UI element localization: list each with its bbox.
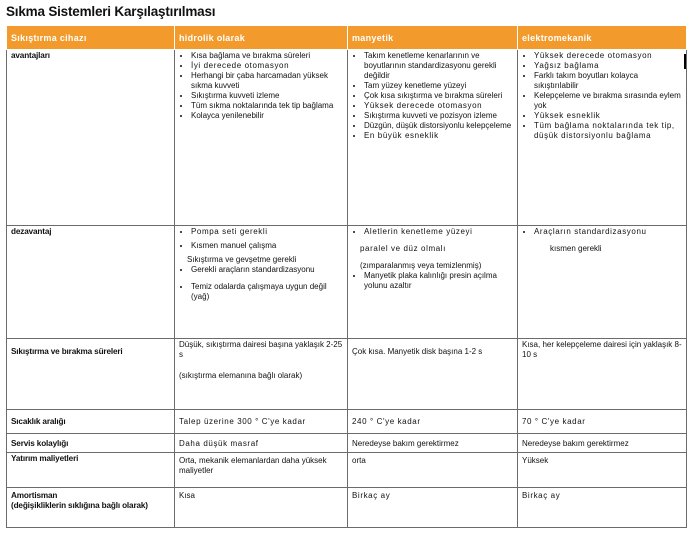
table-row-investment xyxy=(7,453,687,488)
cell-times-hydraulic xyxy=(175,339,348,410)
cell-advantages-hydraulic xyxy=(175,50,348,226)
row-label-times: Sıkıştırma ve bırakma süreleri xyxy=(7,339,175,410)
text-line: Düşük, sıkıştırma dairesi başına yaklaşık 2-25 s xyxy=(179,340,343,359)
list-item: • Temiz odalarda çalışmaya uygun değil (yağ) xyxy=(191,282,345,302)
cell-advantages-electromechanical xyxy=(518,50,687,226)
list-item: • Tüm sıkma noktalarında tek tip bağlama xyxy=(191,101,345,111)
row-label-advantages: avantajları xyxy=(7,50,175,226)
list-item: • Yüksek derecede otomasyon xyxy=(364,101,515,111)
cell-temperature-electromechanical: 70 ° C'ye kadar xyxy=(518,410,687,434)
table-row-advantages xyxy=(7,50,687,226)
cell-service-electromechanical: Neredeyse bakım gerektirmez xyxy=(518,434,687,453)
table-header-row xyxy=(7,26,687,50)
cell-times-electromechanical: Kısa, her kelepçeleme dairesi için yaklaşık 8-10 s xyxy=(518,339,687,410)
list-item: • Manyetik plaka kalınlığı presin açılma yolunu azaltır xyxy=(364,271,515,291)
cell-amortization-magnetic: Birkaç ay xyxy=(348,488,518,528)
list-item: • Düzgün, düşük distorsiyonlu kelepçeleme xyxy=(364,121,515,131)
text-line: Sıkıştırma ve gevşetme gerekli xyxy=(187,255,297,264)
header-electromechanical: elektromekanik xyxy=(518,26,687,50)
table-row-times xyxy=(7,339,687,410)
list-item: • Sıkıştırma kuvveti izleme xyxy=(191,91,345,101)
cell-investment-magnetic: orta xyxy=(348,453,518,488)
cell-investment-hydraulic: Orta, mekanik elemanlardan daha yüksek maliyetler xyxy=(175,453,348,488)
text-line: (zımparalanmış veya temizlenmiş) xyxy=(360,261,482,270)
cell-disadvantages-hydraulic xyxy=(175,226,348,339)
list-item: • Pompa seti gerekli xyxy=(191,227,345,237)
list-item: • Gerekli araçların standardizasyonu xyxy=(191,265,345,275)
list-item: • İyi derecede otomasyon xyxy=(191,61,345,71)
table-row-service xyxy=(7,434,687,453)
list-item: • Çok kısa sıkıştırma ve bırakma süreleri xyxy=(364,91,515,101)
table-row-temperature xyxy=(7,410,687,434)
list-item: • Araçların standardizasyonu xyxy=(534,227,684,237)
list-item: • Kolayca yenilenebilir xyxy=(191,111,345,121)
list-item: • En büyük esneklik xyxy=(364,131,515,141)
comparison-table xyxy=(6,25,687,528)
text-line: paralel ve düz olmalı xyxy=(360,244,446,253)
list-item: • Herhangi bir çaba harcamadan yüksek sıkma kuvveti xyxy=(191,71,345,91)
list-item: • Tüm bağlama noktalarında tek tip, düşük distorsiyonlu bağlama xyxy=(534,121,684,141)
cell-temperature-hydraulic: Talep üzerine 300 ° C'ye kadar xyxy=(175,410,348,434)
cell-investment-electromechanical: Yüksek xyxy=(518,453,687,488)
list-item: • Farklı takım boyutları kolayca sıkıştırılabilir xyxy=(534,71,684,91)
list-item: • Kısmen manuel çalışma xyxy=(191,241,345,251)
text-line: kısmen gerekli xyxy=(550,244,602,253)
list-item: • Sıkıştırma kuvveti ve pozisyon izleme xyxy=(364,111,515,121)
table-row-disadvantages xyxy=(7,226,687,339)
list-item: • Takım kenetleme kenarlarının ve boyutlarının standardizasyonu gerekli değildir xyxy=(364,51,515,81)
header-magnetic: manyetik xyxy=(348,26,518,50)
list-item: • Yağsız bağlama xyxy=(534,61,684,71)
cell-advantages-magnetic xyxy=(348,50,518,226)
list-item: • Yüksek esneklik xyxy=(534,111,684,121)
row-label-temperature: Sıcaklık aralığı xyxy=(7,410,175,434)
header-device: Sıkıştırma cihazı xyxy=(7,26,175,50)
list-item: • Aletlerin kenetleme yüzeyi xyxy=(364,227,515,237)
row-label-investment: Yatırım maliyetleri xyxy=(7,453,175,488)
list-item: • Tam yüzey kenetleme yüzeyi xyxy=(364,81,515,91)
cell-times-magnetic: Çok kısa. Manyetik disk başına 1-2 s xyxy=(348,339,518,410)
list-item: • Yüksek derecede otomasyon xyxy=(534,51,684,61)
cell-amortization-hydraulic: Kısa xyxy=(175,488,348,528)
row-label-service: Servis kolaylığı xyxy=(7,434,175,453)
cell-temperature-magnetic: 240 ° C'ye kadar xyxy=(348,410,518,434)
row-label-amortization-title: Amortisman xyxy=(11,491,58,500)
list-item: • Kelepçeleme ve bırakma sırasında eylem yok xyxy=(534,91,684,111)
row-label-amortization xyxy=(7,488,175,528)
row-label-disadvantages: dezavantaj xyxy=(7,226,175,339)
text-line: (sıkıştırma elemanına bağlı olarak) xyxy=(179,371,303,380)
cell-service-magnetic: Neredeyse bakım gerektirmez xyxy=(348,434,518,453)
cell-disadvantages-magnetic xyxy=(348,226,518,339)
page-title: Sıkma Sistemleri Karşılaştırılması xyxy=(6,4,216,19)
table-row-amortization xyxy=(7,488,687,528)
cell-disadvantages-electromechanical xyxy=(518,226,687,339)
list-item: • Kısa bağlama ve bırakma süreleri xyxy=(191,51,345,61)
cell-amortization-electromechanical: Birkaç ay xyxy=(518,488,687,528)
header-hydraulic: hidrolik olarak xyxy=(175,26,348,50)
row-label-amortization-note: (değişikliklerin sıklığına bağlı olarak) xyxy=(11,501,148,510)
cell-service-hydraulic: Daha düşük masraf xyxy=(175,434,348,453)
